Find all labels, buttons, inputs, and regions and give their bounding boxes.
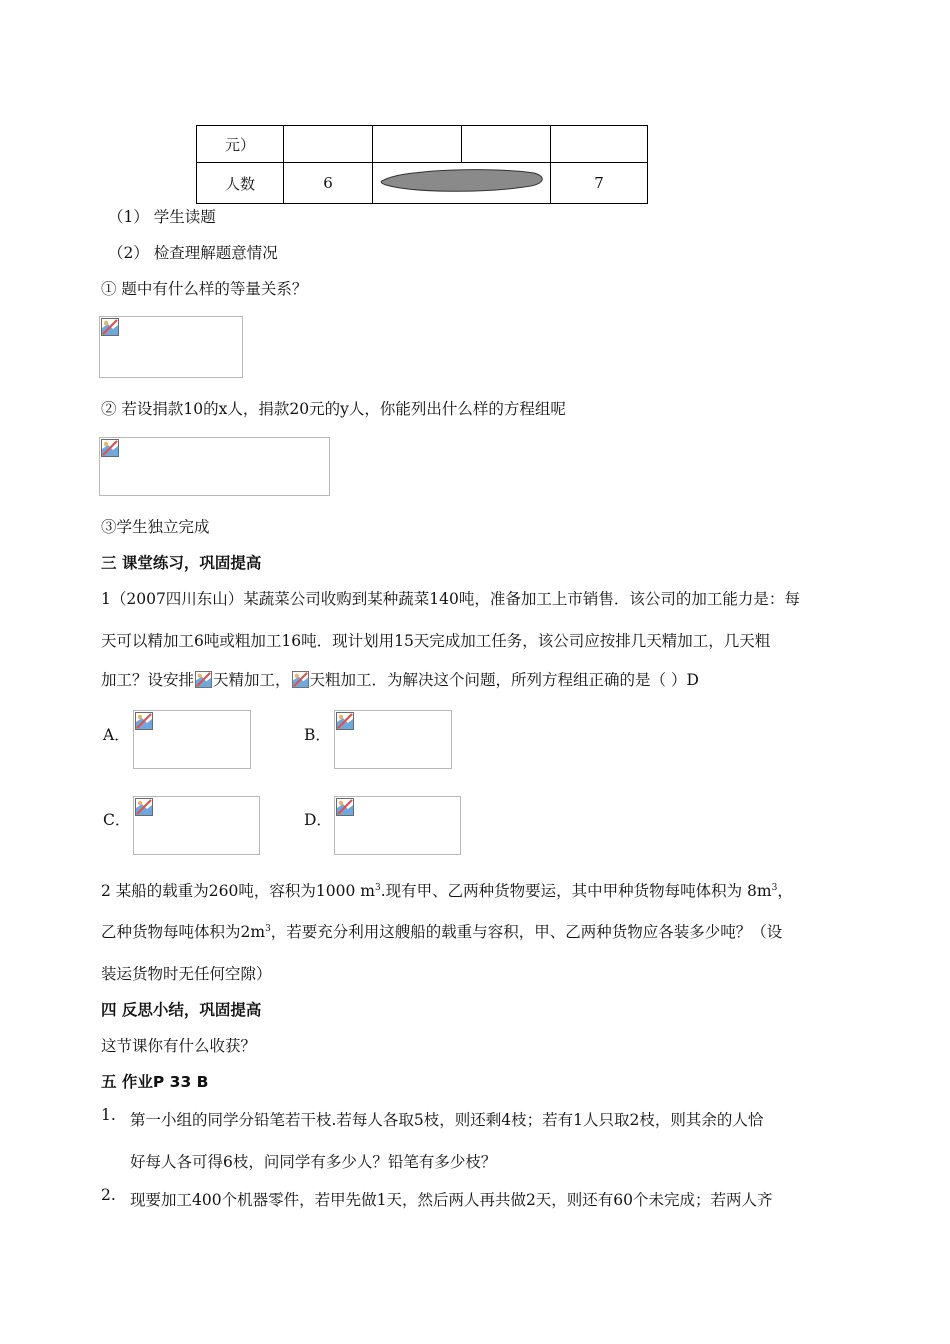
broken-image-icon [101, 318, 119, 336]
text-fragment: 乙种货物每吨体积为2m [101, 923, 266, 941]
broken-image [99, 437, 330, 496]
question-3: ③学生独立完成 [101, 518, 210, 536]
donation-table [196, 125, 648, 204]
option-c-label: C． [103, 811, 131, 829]
text-fragment: 天粗加工．为解决这个问题，所列方程组正确的是（ ）D [309, 671, 699, 689]
broken-image-icon [135, 798, 153, 816]
option-b-label: B． [304, 726, 331, 744]
table-cell [462, 126, 551, 163]
section-4-heading: 四 反思小结，巩固提高 [101, 1001, 262, 1019]
homework-2-line-1: 现要加工400个机器零件，若甲先做1天，然后两人再共做2天，则还有60个未完成；若两人齐 [130, 1191, 773, 1209]
option-b-image [334, 710, 452, 769]
homework-1-line-2: 好每人各可得6枝，问同学有多少人？铅笔有多少枝？ [130, 1153, 497, 1171]
option-c-image [133, 796, 260, 855]
question-1: ① 题中有什么样的等量关系？ [101, 280, 308, 298]
text-fragment: ， [777, 882, 793, 900]
exercise-1-line-2: 天可以精加工6吨或粗加工16吨．现计划用15天完成加工任务，该公司应按排几天精加工，几天粗 [101, 632, 771, 650]
section-3-heading: 三 课堂练习，巩固提高 [101, 554, 262, 572]
table-cell: 6 [284, 163, 373, 204]
broken-image [99, 316, 243, 378]
ink-blot-cell [373, 163, 551, 204]
broken-image-icon [135, 712, 153, 730]
table-cell [284, 126, 373, 163]
broken-image-icon [101, 439, 119, 457]
superscript: 3 [265, 923, 271, 934]
option-a-image [133, 710, 251, 769]
table-row [197, 126, 648, 163]
exercise-1-line-1: 1（2007四川东山）某蔬菜公司收购到某种蔬菜140吨，准备加工上市销售．该公司的加工能力是：每 [101, 590, 800, 608]
exercise-1-line-3 [101, 668, 699, 690]
superscript: 3 [374, 882, 381, 893]
table-cell [373, 126, 462, 163]
section-5-heading: 五 作业P 33 B [101, 1073, 209, 1091]
ink-blot-shape [374, 163, 550, 199]
homework-number-2: 2. [101, 1186, 116, 1204]
step-check: （2） 检查理解题意情况 [108, 244, 278, 262]
reflection-question: 这节课你有什么收获？ [101, 1037, 257, 1055]
question-2: ② 若设捐款10的x人，捐款20元的y人，你能列出什么样的方程组呢 [101, 400, 566, 418]
text-fragment: ，若要充分利用这艘船的载重与容积，甲、乙两种货物应各装多少吨？（设 [270, 923, 783, 941]
text-fragment: .现有甲、乙两种货物要运，其中甲种货物每吨体积为 8m [380, 882, 772, 900]
broken-image-icon [336, 712, 354, 730]
homework-number-1: 1. [101, 1106, 116, 1124]
table-cell [551, 126, 648, 163]
step-read: （1） 学生读题 [108, 208, 216, 226]
superscript: 3 [771, 882, 778, 893]
text-fragment: 2 某船的载重为260吨，容积为1000 m [101, 882, 375, 900]
exercise-2-line-3: 装运货物时无任何空隙） [101, 965, 272, 983]
option-d-image [334, 796, 461, 855]
text-fragment: 加工？设安排 [101, 671, 195, 689]
table-row [197, 163, 648, 204]
broken-image-icon [195, 671, 212, 688]
table-cell: 元） [197, 126, 284, 163]
homework-1-line-1: 第一小组的同学分铅笔若干枝.若每人各取5枝，则还剩4枝；若有1人只取2枝，则其余的人恰 [130, 1111, 764, 1129]
table-cell: 人数 [197, 163, 284, 204]
table-cell: 7 [551, 163, 648, 204]
broken-image-icon [292, 671, 309, 688]
broken-image-icon [336, 798, 354, 816]
exercise-2-line-2 [101, 920, 782, 942]
option-d-label: D． [304, 811, 332, 829]
option-a-label: A． [103, 726, 130, 744]
text-fragment: 天精加工， [213, 671, 291, 689]
exercise-2-line-1 [101, 879, 793, 901]
